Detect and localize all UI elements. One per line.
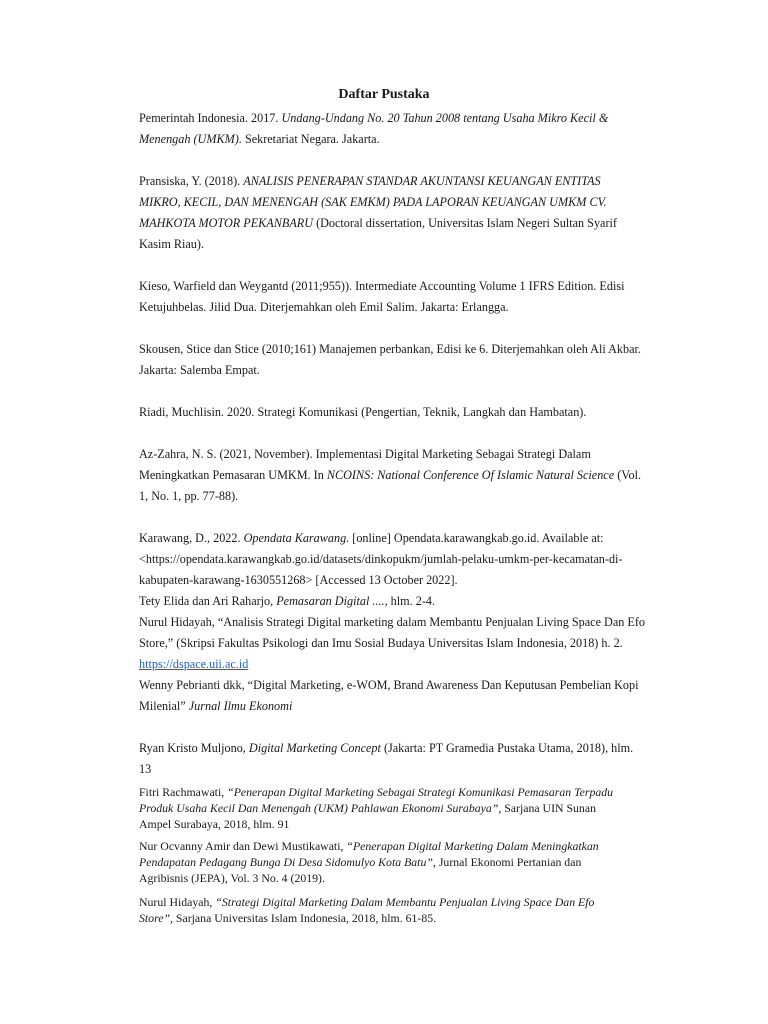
reference-text: 1, No. 1, pp. 77-88). (139, 489, 239, 503)
reference-italic-title: Menengah (UMKM). (139, 132, 242, 146)
page-title: Daftar Pustaka (338, 87, 430, 102)
reference-text: (Jakarta: PT Gramedia Pustaka Utama, 2018), hlm. (380, 741, 634, 755)
reference-text: Az-Zahra, N. S. (2021, November). Implementasi Digital Marketing Sebagai Strategi Dalam (139, 447, 591, 461)
reference-text: (Doctoral dissertation, Universitas Islam Negeri Sultan Syarif (313, 216, 617, 230)
reference-entry (139, 612, 684, 675)
reference-text: Skousen, Stice dan Stice (2010;161) Manajemen perbankan, Edisi ke 6. Diterjemahkan oleh Ali Akbar. (139, 342, 641, 356)
reference-entry (139, 738, 684, 780)
reference-italic-title: ANALISIS PENERAPAN STANDAR AKUNTANSI KEUANGAN ENTITAS (243, 174, 601, 188)
reference-italic-title: Opendata Karawang. (243, 531, 350, 545)
reference-text: hlm. 2-4. (387, 594, 436, 608)
reference-italic-title: Pemasaran Digital ...., (276, 594, 388, 608)
reference-text: Wenny Pebrianti dkk, “Digital Marketing, e-WOM, Brand Awareness Dan Keputusan Pembelian Kopi (139, 678, 639, 692)
reference-text: Milenial” (139, 699, 189, 713)
reference-italic-title: MIKRO, KECIL, DAN MENENGAH (SAK EMKM) PADA LAPORAN KEUANGAN UMKM CV. (139, 195, 607, 209)
reference-italic-title: Undang-Undang No. 20 Tahun 2008 tentang Usaha Mikro Kecil & (281, 111, 609, 125)
reference-text: Karawang, D., 2022. (139, 531, 244, 545)
reference-text: Ampel Surabaya, 2018, hlm. 91 (139, 817, 290, 831)
reference-italic-title: Store”, (139, 911, 173, 925)
reference-text: Sarjana Universitas Islam Indonesia, 2018, hlm. 61-85. (172, 911, 437, 925)
reference-italic-title: “Penerapan Digital Marketing Dalam Meningkatkan (346, 839, 599, 853)
reference-entry (139, 402, 684, 423)
reference-italic-title: Digital Marketing Concept (248, 741, 381, 755)
reference-text: Sekretariat Negara. Jakarta. (241, 132, 380, 146)
reference-text: Jakarta: Salemba Empat. (139, 363, 260, 377)
reference-text: Tety Elida dan Ari Raharjo, (139, 594, 277, 608)
reference-italic-title: “Penerapan Digital Marketing Sebagai Strategi Komunikasi Pemasaran Terpadu (227, 785, 614, 799)
reference-text: Kieso, Warfield dan Weygantd (2011;955)). Intermediate Accounting Volume 1 IFRS Edition. Edisi (139, 279, 625, 293)
reference-text: Ketujuhbelas. Jilid Dua. Diterjemahkan oleh Emil Salim. Jakarta: Erlangga. (139, 300, 509, 314)
reference-text: Store,” (Skripsi Fakultas Psikologi dan Imu Sosial Budaya Universitas Islam Indonesia, 2018) h. 2. (139, 636, 623, 650)
reference-text: (Vol. (614, 468, 642, 482)
reference-text: Fitri Rachmawati, (139, 785, 228, 799)
reference-entry (139, 838, 684, 886)
reference-italic-title: Jurnal Ilmu Ekonomi (188, 699, 293, 713)
reference-italic-title: NCOINS: National Conference Of Islamic Natural Science (326, 468, 615, 482)
reference-text: Nurul Hidayah, (139, 895, 216, 909)
reference-text: Kasim Riau). (139, 237, 204, 251)
reference-italic-title: MAHKOTA MOTOR PEKANBARU (139, 216, 314, 230)
reference-text: Agribisnis (JEPA), Vol. 3 No. 4 (2019). (139, 871, 325, 885)
reference-entry (139, 444, 684, 507)
reference-entry (139, 675, 684, 717)
reference-text: Meningkatkan Pemasaran UMKM. In (139, 468, 327, 482)
reference-italic-title: “Strategi Digital Marketing Dalam Membantu Penjualan Living Space Dan Efo (215, 895, 595, 909)
reference-entry (139, 339, 684, 381)
reference-entry (139, 528, 684, 591)
reference-entry (139, 784, 684, 832)
reference-italic-title: Produk Usaha Kecil Dan Menengah (UKM) Pahlawan Ekonomi Surabaya”, (139, 801, 502, 815)
dspace-link[interactable]: https://dspace.uii.ac.id (139, 657, 249, 671)
reference-text: [online] Opendata.karawangkab.go.id. Available at: (349, 531, 604, 545)
reference-text: Pransiska, Y. (2018). (139, 174, 244, 188)
reference-italic-title: Pendapatan Pedagang Bunga Di Desa Sidomulyo Kota Batu”, (139, 855, 436, 869)
reference-text: Nurul Hidayah, “Analisis Strategi Digital marketing dalam Membantu Penjualan Living Space Dan Efo (139, 615, 645, 629)
reference-entry (139, 591, 684, 612)
reference-text: kabupaten-karawang-1630551268> [Accessed 13 October 2022]. (139, 573, 458, 587)
reference-entry (139, 894, 684, 926)
reference-text: Jurnal Ekonomi Pertanian dan (435, 855, 582, 869)
reference-entry (139, 171, 684, 255)
reference-text: <https://opendata.karawangkab.go.id/datasets/dinkopukm/jumlah-pelaku-umkm-per-kecamatan-di- (139, 552, 623, 566)
reference-text: Sarjana UIN Sunan (501, 801, 596, 815)
reference-text: 13 (139, 762, 152, 776)
reference-text: Nur Ocvanny Amir dan Dewi Mustikawati, (139, 839, 347, 853)
reference-entry (139, 276, 684, 318)
reference-entry (139, 108, 684, 150)
reference-text: Pemerintah Indonesia. 2017. (139, 111, 282, 125)
reference-text: Riadi, Muchlisin. 2020. Strategi Komunikasi (Pengertian, Teknik, Langkah dan Hambatan). (139, 405, 587, 419)
reference-text: Ryan Kristo Muljono, (139, 741, 249, 755)
